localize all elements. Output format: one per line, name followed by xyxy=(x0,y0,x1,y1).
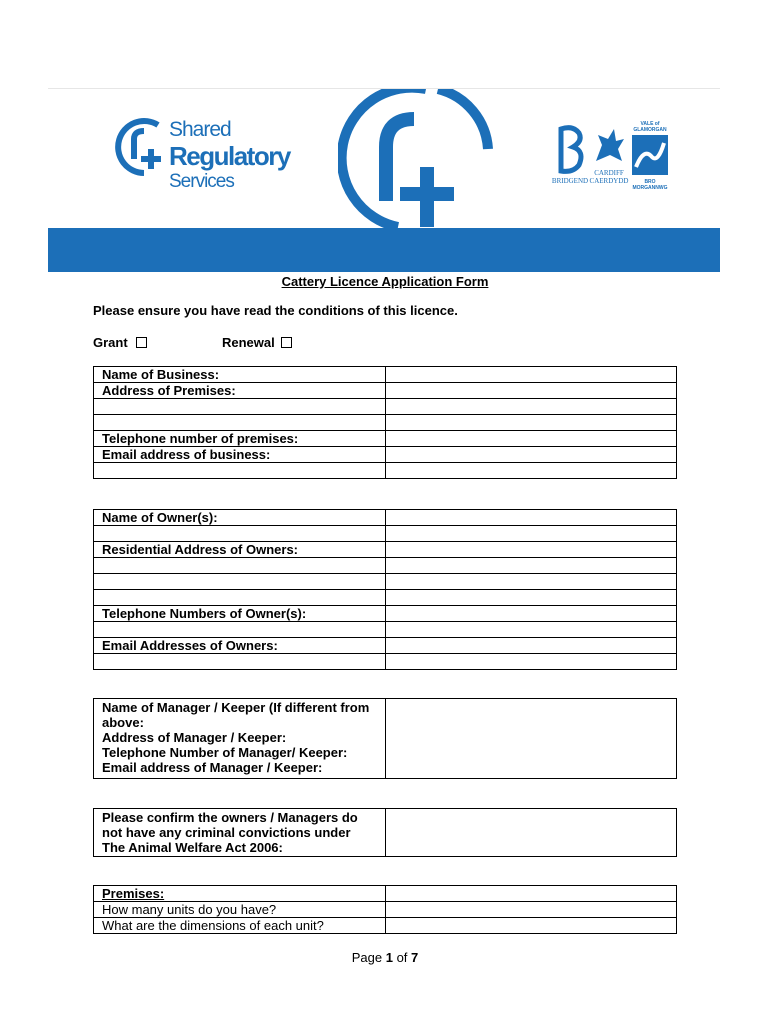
field-label xyxy=(94,399,386,415)
field-label: Address of Premises: xyxy=(94,383,386,399)
srs-logo-icon xyxy=(114,115,172,179)
vale-logo-icon xyxy=(630,133,670,177)
owner-email-field[interactable] xyxy=(386,638,677,654)
owner-address-field-4[interactable] xyxy=(386,590,677,606)
premises-address-field-2[interactable] xyxy=(386,399,677,415)
business-name-field[interactable] xyxy=(386,367,677,383)
renewal-option[interactable] xyxy=(222,335,292,350)
convictions-answer-field[interactable] xyxy=(386,809,677,857)
grant-label: Grant xyxy=(93,335,128,350)
cardiff-dragon-icon xyxy=(592,125,626,167)
field-label xyxy=(94,590,386,606)
owner-address-field-3[interactable] xyxy=(386,574,677,590)
owner-details-table xyxy=(93,509,677,670)
unit-dimensions-field[interactable] xyxy=(386,918,677,934)
premises-address-field-3[interactable] xyxy=(386,415,677,431)
premises-heading: Premises: xyxy=(94,886,386,902)
table-row xyxy=(94,654,677,670)
owner-email-field-2[interactable] xyxy=(386,654,677,670)
grant-checkbox[interactable] xyxy=(136,337,147,348)
table-row xyxy=(94,447,677,463)
table-row xyxy=(94,415,677,431)
table-row xyxy=(94,510,677,526)
table-row xyxy=(94,638,677,654)
tagline: Protecting Bridgend, Cardiff and the Vale of Glamorgan xyxy=(403,380,680,394)
field-label: Telephone number of premises: xyxy=(94,431,386,447)
brand-name xyxy=(169,119,290,191)
cardiff-label: CARDIFF xyxy=(594,169,624,177)
page-number: 1 xyxy=(385,950,393,965)
renewal-label: Renewal xyxy=(222,335,275,350)
field-label: Email Addresses of Owners: xyxy=(94,638,386,654)
field-label xyxy=(94,415,386,431)
bridgend-crest xyxy=(550,125,590,185)
owner-name-field[interactable] xyxy=(386,510,677,526)
field-label xyxy=(94,558,386,574)
table-row xyxy=(94,574,677,590)
owner-name-field-2[interactable] xyxy=(386,526,677,542)
table-row xyxy=(94,431,677,447)
field-label xyxy=(94,574,386,590)
premises-table xyxy=(93,885,677,934)
table-row xyxy=(94,383,677,399)
table-row xyxy=(94,463,677,479)
dimensions-question: What are the dimensions of each unit? xyxy=(94,918,386,934)
convictions-question: Please confirm the owners / Managers do not have any criminal convictions under The Animal Welfare Act 2006: xyxy=(94,809,386,857)
owner-address-field-2[interactable] xyxy=(386,558,677,574)
table-row xyxy=(94,367,677,383)
business-details-table xyxy=(93,366,677,479)
brand-line-3: Services xyxy=(169,171,234,192)
page-total: 7 xyxy=(411,950,419,965)
business-email-field-2[interactable] xyxy=(386,463,677,479)
table-row xyxy=(94,809,677,857)
manager-labels: Name of Manager / Keeper (If different from above: Address of Manager / Keeper: Telephone Number of Manager/ Keeper: Email address of Manager / Keeper: xyxy=(94,699,386,779)
owner-address-field[interactable] xyxy=(386,542,677,558)
table-row xyxy=(94,886,677,902)
page-footer xyxy=(0,950,770,965)
table-row xyxy=(94,918,677,934)
field-label: Name of Business: xyxy=(94,367,386,383)
field-label xyxy=(94,622,386,638)
vale-label: VALE of GLAMORGAN xyxy=(633,121,667,133)
table-row xyxy=(94,542,677,558)
table-row xyxy=(94,699,677,779)
owner-phone-field[interactable] xyxy=(386,606,677,622)
conditions-notice: Please ensure you have read the conditions of this licence. xyxy=(93,303,458,318)
field-label: Telephone Numbers of Owner(s): xyxy=(94,606,386,622)
field-label xyxy=(94,654,386,670)
table-row xyxy=(94,902,677,918)
table-row xyxy=(94,558,677,574)
owner-phone-field-2[interactable] xyxy=(386,622,677,638)
vale-crest xyxy=(628,121,672,191)
caerdydd-label: CAERDYDD xyxy=(589,177,629,185)
bridgend-label: BRIDGEND xyxy=(551,177,589,185)
large-r-plus-icon xyxy=(338,89,498,229)
manager-details-field[interactable] xyxy=(386,699,677,779)
table-row xyxy=(94,606,677,622)
units-question: How many units do you have? xyxy=(94,902,386,918)
units-count-field[interactable] xyxy=(386,902,677,918)
premises-address-field[interactable] xyxy=(386,383,677,399)
field-label: Name of Owner(s): xyxy=(94,510,386,526)
convictions-table xyxy=(93,808,677,857)
page-word: Page xyxy=(351,950,383,965)
bro-morgannwg-label: BRO MORGANNWG xyxy=(632,179,668,191)
field-label xyxy=(94,526,386,542)
field-label: Email address of business: xyxy=(94,447,386,463)
renewal-checkbox[interactable] xyxy=(281,337,292,348)
business-email-field[interactable] xyxy=(386,447,677,463)
of-word: of xyxy=(396,950,408,965)
field-label xyxy=(94,463,386,479)
bridgend-logo-icon xyxy=(553,125,587,175)
table-row xyxy=(94,590,677,606)
brand-line-2: Regulatory xyxy=(169,141,290,171)
field-label: Residential Address of Owners: xyxy=(94,542,386,558)
premises-phone-field[interactable] xyxy=(386,431,677,447)
form-title: Cattery Licence Application Form xyxy=(281,274,489,289)
cardiff-crest xyxy=(588,125,630,185)
table-row xyxy=(94,622,677,638)
manager-details-table xyxy=(93,698,677,779)
brand-line-1: Shared xyxy=(169,118,231,141)
grant-option[interactable] xyxy=(93,335,147,350)
table-row xyxy=(94,399,677,415)
premises-heading-field[interactable] xyxy=(386,886,677,902)
table-row xyxy=(94,526,677,542)
